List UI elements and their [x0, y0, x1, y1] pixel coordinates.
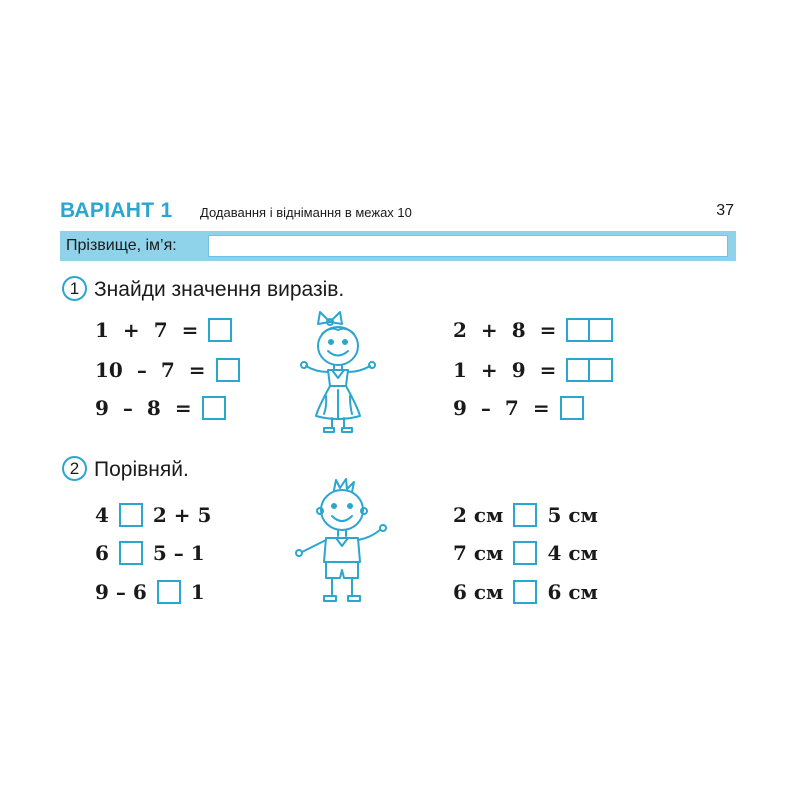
page-number: 37 — [716, 202, 734, 219]
comparison-box[interactable] — [513, 580, 537, 604]
task-number-1: 1 — [62, 276, 87, 301]
comparison-box[interactable] — [513, 541, 537, 565]
operator: – — [480, 396, 491, 420]
operand-b: 8 — [146, 396, 161, 420]
comparison-lhs: 9 – 6 — [95, 580, 147, 604]
name-input[interactable] — [208, 235, 728, 257]
equals-sign: = — [539, 318, 557, 342]
operand-a: 9 — [95, 396, 109, 420]
expression-row — [453, 316, 613, 344]
comparison-lhs: 4 — [95, 503, 109, 527]
task-number-2: 2 — [62, 456, 87, 481]
answer-box[interactable] — [202, 396, 226, 420]
comparison-box[interactable] — [513, 503, 537, 527]
operand-a: 2 — [453, 318, 467, 342]
answer-cell[interactable] — [590, 318, 613, 342]
equals-sign: = — [181, 318, 199, 342]
comparison-rhs: 6 см — [547, 580, 598, 604]
comparison-lhs: 6 — [95, 541, 109, 565]
comparison-box[interactable] — [119, 503, 143, 527]
name-bar — [60, 231, 736, 261]
comparison-lhs: 2 см — [453, 503, 504, 527]
expression-row — [95, 394, 226, 422]
operator: + — [122, 318, 140, 342]
answer-cell[interactable] — [566, 318, 590, 342]
comparison-box[interactable] — [119, 541, 143, 565]
comparison-row — [95, 578, 205, 606]
comparison-rhs: 2 + 5 — [152, 503, 212, 527]
operator: + — [480, 358, 498, 382]
answer-cell[interactable] — [590, 358, 613, 382]
operand-b: 8 — [511, 318, 526, 342]
expression-row — [453, 394, 584, 422]
two-digit-answer-box[interactable] — [566, 358, 613, 382]
answer-box[interactable] — [560, 396, 584, 420]
expression-row — [95, 316, 232, 344]
operator: + — [480, 318, 498, 342]
comparison-box[interactable] — [157, 580, 181, 604]
operand-b: 7 — [160, 358, 175, 382]
comparison-rhs: 5 – 1 — [152, 541, 205, 565]
equals-sign: = — [532, 396, 550, 420]
answer-cell[interactable] — [566, 358, 590, 382]
operator: – — [122, 396, 133, 420]
comparison-row — [95, 539, 205, 567]
girl-illustration — [290, 308, 390, 438]
task-1-title: Знайди значення виразів. — [94, 278, 345, 301]
answer-box[interactable] — [216, 358, 240, 382]
expression-row — [95, 356, 240, 384]
name-label: Прізвище, ім’я: — [66, 237, 177, 254]
comparison-rhs: 1 — [190, 580, 205, 604]
comparison-lhs: 7 см — [453, 541, 504, 565]
comparison-row — [453, 501, 598, 529]
comparison-row — [453, 539, 598, 567]
variant-title: ВАРІАНТ 1 — [60, 199, 173, 222]
operator: – — [136, 358, 147, 382]
topic-subtitle: Додавання і віднімання в межах 10 — [200, 205, 412, 220]
operand-b: 9 — [511, 358, 526, 382]
operand-a: 10 — [95, 358, 123, 382]
boy-illustration — [290, 478, 394, 610]
task-2-title: Порівняй. — [94, 458, 189, 481]
two-digit-answer-box[interactable] — [566, 318, 613, 342]
answer-box[interactable] — [208, 318, 232, 342]
comparison-row — [453, 578, 598, 606]
equals-sign: = — [174, 396, 192, 420]
comparison-rhs: 5 см — [547, 503, 598, 527]
comparison-lhs: 6 см — [453, 580, 504, 604]
comparison-rhs: 4 см — [547, 541, 598, 565]
expression-row — [453, 356, 613, 384]
operand-a: 1 — [95, 318, 109, 342]
operand-b: 7 — [153, 318, 168, 342]
operand-a: 1 — [453, 358, 467, 382]
operand-b: 7 — [504, 396, 519, 420]
equals-sign: = — [188, 358, 206, 382]
comparison-row — [95, 501, 211, 529]
operand-a: 9 — [453, 396, 467, 420]
equals-sign: = — [539, 358, 557, 382]
